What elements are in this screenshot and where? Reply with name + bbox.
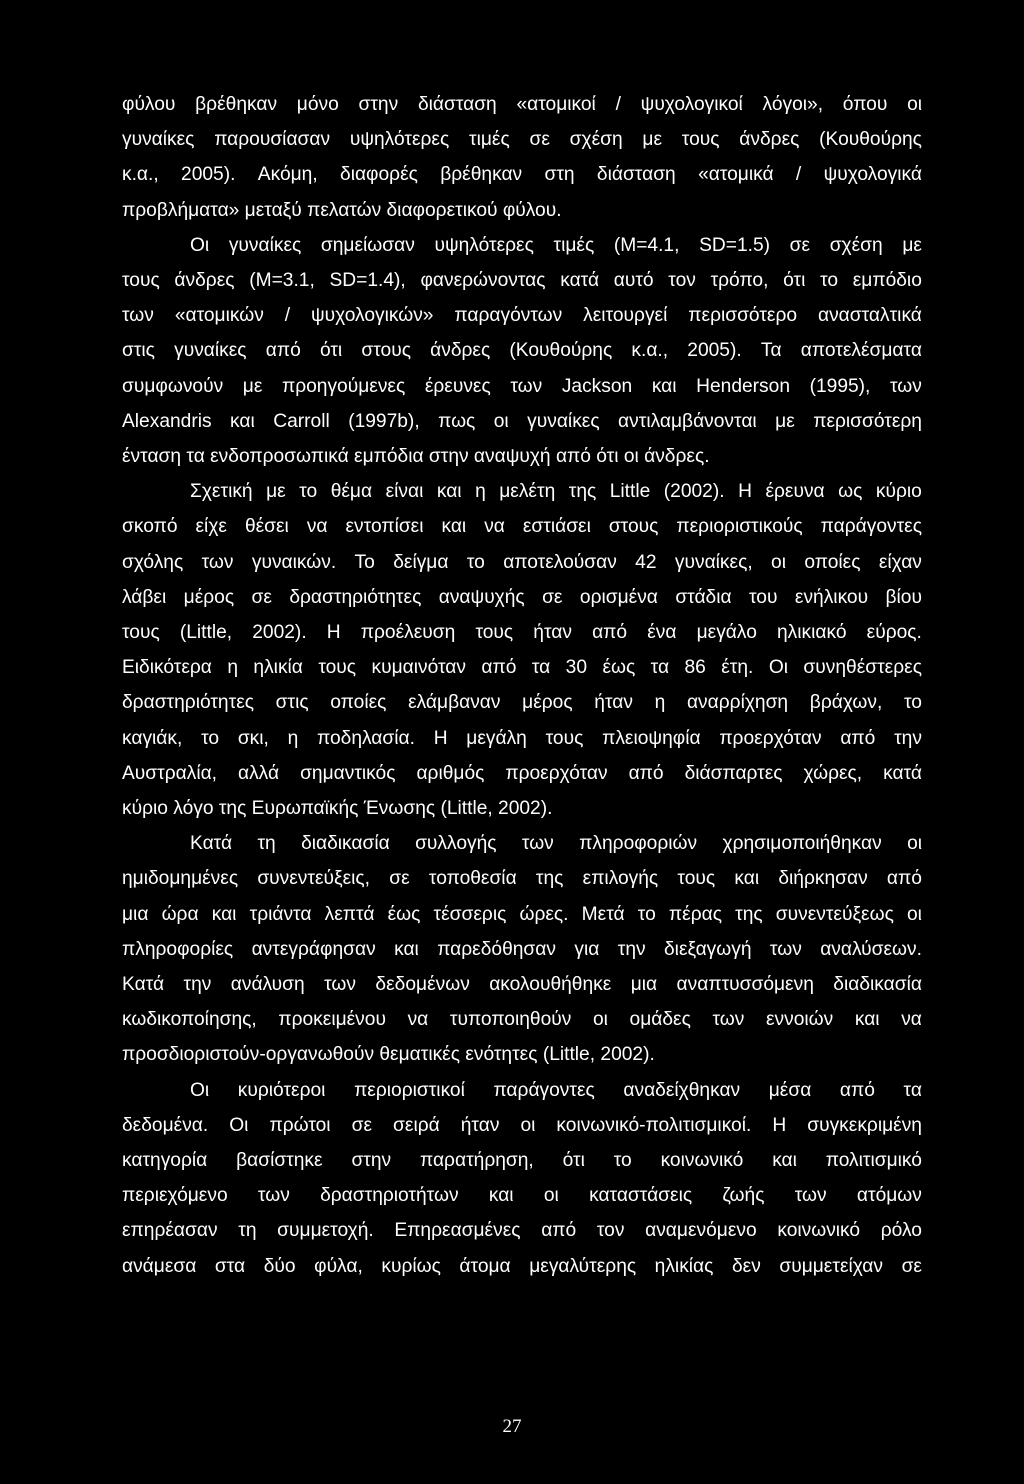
text-line: Οι κυριότεροι περιοριστικοί παράγοντες αναδείχθηκαν μέσα από τα — [190, 1080, 922, 1101]
text-line: κ.α., 2005). Ακόμη, διαφορές βρέθηκαν στη διάσταση «ατομικά / ψυχολογικά — [122, 164, 922, 185]
text-line: ανάμεσα στα δύο φύλα, κυρίως άτομα μεγαλύτερης ηλικίας δεν συμμετείχαν σε — [122, 1256, 922, 1277]
text-line: κωδικοποίησης, προκειμένου να τυποποιηθούν οι ομάδες των εννοιών και να — [122, 1009, 922, 1030]
text-line: συμφωνούν με προηγούμενες έρευνες των Jackson και Henderson (1995), των — [122, 376, 922, 397]
text-line: σκοπό είχε θέσει να εντοπίσει και να εστιάσει στους περιοριστικούς παράγοντες — [122, 516, 922, 537]
text-line: Ειδικότερα η ηλικία τους κυμαινόταν από τα 30 έως τα 86 έτη. Οι συνηθέστερες — [122, 657, 922, 678]
text-line: δεδομένα. Οι πρώτοι σε σειρά ήταν οι κοινωνικό-πολιτισμικοί. Η συγκεκριμένη — [122, 1115, 922, 1136]
text-line: Σχετική με το θέμα είναι και η μελέτη της Little (2002). Η έρευνα ως κύριο — [190, 481, 922, 502]
text-line: Οι γυναίκες σημείωσαν υψηλότερες τιμές (M=4.1, SD=1.5) σε σχέση με — [190, 235, 922, 256]
text-line: Κατά τη διαδικασία συλλογής των πληροφοριών χρησιμοποιήθηκαν οι — [190, 833, 922, 854]
text-line: Κατά την ανάλυση των δεδομένων ακολουθήθηκε μια αναπτυσσόμενη διαδικασία — [122, 974, 922, 995]
text-line: τους (Little, 2002). Η προέλευση τους ήταν από ένα μεγάλο ηλικιακό εύρος. — [122, 622, 922, 643]
text-line: λάβει μέρος σε δραστηριότητες αναψυχής σε ορισμένα στάδια του ενήλικου βίου — [122, 587, 922, 608]
text-line: Αυστραλία, αλλά σημαντικός αριθμός προερχόταν από διάσπαρτες χώρες, κατά — [122, 763, 922, 784]
text-line: καγιάκ, το σκι, η ποδηλασία. Η μεγάλη τους πλειοψηφία προερχόταν από την — [122, 728, 922, 749]
text-line: φύλου βρέθηκαν μόνο στην διάσταση «ατομικοί / ψυχολογικοί λόγοι», όπου οι — [122, 94, 922, 115]
text-line: κύριο λόγο της Ευρωπαϊκής Ένωσης (Little, 2002). — [122, 798, 553, 819]
text-line: μια ώρα και τριάντα λεπτά έως τέσσερις ώρες. Μετά το πέρας της συνεντεύξεως οι — [122, 904, 922, 925]
text-line: περιεχόμενο των δραστηριοτήτων και οι καταστάσεις ζωής των ατόμων — [122, 1185, 922, 1206]
text-line: σχόλης των γυναικών. Το δείγμα το αποτελούσαν 42 γυναίκες, οι οποίες είχαν — [122, 552, 922, 573]
text-line: πληροφορίες αντεγράφησαν και παρεδόθησαν για την διεξαγωγή των αναλύσεων. — [122, 939, 922, 960]
text-line: προβλήματα» μεταξύ πελατών διαφορετικού φύλου. — [122, 200, 562, 221]
text-line: επηρέασαν τη συμμετοχή. Επηρεασμένες από τον αναμενόμενο κοινωνικό ρόλο — [122, 1220, 922, 1241]
text-line: των «ατομικών / ψυχολογικών» παραγόντων λειτουργεί περισσότερο ανασταλτικά — [122, 305, 922, 326]
text-line: δραστηριότητες στις οποίες ελάμβαναν μέρος ήταν η αναρρίχηση βράχων, το — [122, 692, 922, 713]
text-line: τους άνδρες (M=3.1, SD=1.4), φανερώνοντας κατά αυτό τον τρόπο, ότι το εμπόδιο — [122, 270, 922, 291]
text-line: ένταση τα ενδοπροσωπικά εμπόδια στην αναψυχή από ότι οι άνδρες. — [122, 446, 710, 467]
text-line: ημιδομημένες συνεντεύξεις, σε τοποθεσία της επιλογής τους και διήρκησαν από — [122, 868, 922, 889]
text-line: γυναίκες παρουσίασαν υψηλότερες τιμές σε σχέση με τους άνδρες (Κουθούρης — [122, 129, 922, 150]
text-line: κατηγορία βασίστηκε στην παρατήρηση, ότι το κοινωνικό και πολιτισμικό — [122, 1150, 922, 1171]
page-number: 27 — [502, 1416, 522, 1437]
text-line: Alexandris και Carroll (1997b), πως οι γυναίκες αντιλαμβάνονται με περισσότερη — [122, 411, 922, 432]
text-line: στις γυναίκες από ότι στους άνδρες (Κουθούρης κ.α., 2005). Τα αποτελέσματα — [122, 340, 922, 361]
text-line: προσδιοριστούν-οργανωθούν θεματικές ενότητες (Little, 2002). — [122, 1044, 655, 1065]
